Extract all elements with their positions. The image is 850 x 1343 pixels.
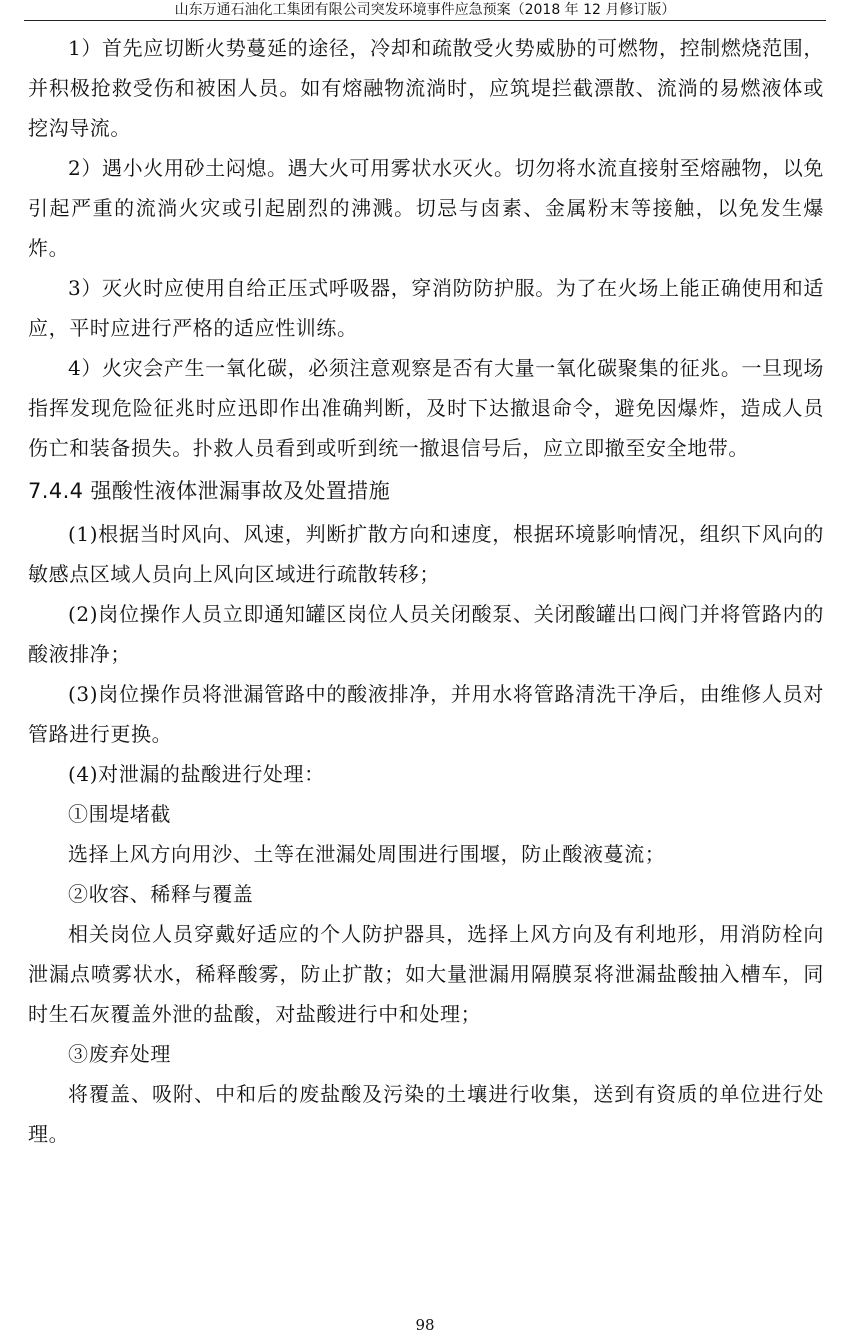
contain-text: 相关岗位人员穿戴好适应的个人防护器具，选择上风方向及有利地形，用消防栓向泄漏点喷雾状水，稀释酸雾，防止扩散；如大量泄漏用隔膜泵将泄漏盐酸抽入槽车，同时生石灰覆盖外泄的盐酸，对盐酸进行中和处理； bbox=[28, 922, 824, 1026]
page-header: 山东万通石油化工集团有限公司突发环境事件应急预案（2018 年 12 月修订版） bbox=[24, 0, 826, 21]
acid-item-1: (1)根据当时风向、风速，判断扩散方向和速度，根据环境影响情况，组织下风向的敏感点区域人员向上风向区域进行疏散转移； bbox=[28, 522, 824, 586]
acid-item-2: (2)岗位操作人员立即通知罐区岗位人员关闭酸泵、关闭酸罐出口阀门并将管路内的酸液排净； bbox=[28, 602, 824, 666]
acid-item-3: (3)岗位操作员将泄漏管路中的酸液排净，并用水将管路清洗干净后，由维修人员对管路进行更换。 bbox=[28, 682, 824, 746]
acid-item-4: (4)对泄漏的盐酸进行处理： bbox=[68, 762, 325, 786]
subheading-dike: ①围堤堵截 bbox=[68, 802, 171, 826]
waste-text: 将覆盖、吸附、中和后的废盐酸及污染的土壤进行收集，送到有资质的单位进行处理。 bbox=[28, 1082, 824, 1146]
fire-item-2: 2）遇小火用砂土闷熄。遇大火可用雾状水灭火。切勿将水流直接射至熔融物，以免引起严重的流淌火灾或引起剧烈的沸溅。切忌与卤素、金属粉末等接触，以免发生爆炸。 bbox=[28, 156, 824, 260]
fire-item-3: 3）灭火时应使用自给正压式呼吸器，穿消防防护服。为了在火场上能正确使用和适应，平时应进行严格的适应性训练。 bbox=[28, 276, 824, 340]
fire-item-4: 4）火灾会产生一氧化碳，必须注意观察是否有大量一氧化碳聚集的征兆。一旦现场指挥发现危险征兆时应迅即作出准确判断，及时下达撤退命令，避免因爆炸，造成人员伤亡和装备损失。扑救人员看到或听到统一撤退信号后，应立即撤至安全地带。 bbox=[28, 356, 824, 460]
section-heading: 7.4.4 强酸性液体泄漏事故及处置措施 bbox=[28, 479, 391, 503]
dike-text: 选择上风方向用沙、土等在泄漏处周围进行围堰，防止酸液蔓流； bbox=[68, 842, 666, 866]
page-number: 98 bbox=[415, 1316, 435, 1334]
fire-item-1: 1）首先应切断火势蔓延的途径，冷却和疏散受火势威胁的可燃物，控制燃烧范围，并积极抢救受伤和被困人员。如有熔融物流淌时，应筑堤拦截漂散、流淌的易燃液体或挖沟导流。 bbox=[28, 36, 824, 140]
subheading-waste: ③废弃处理 bbox=[68, 1042, 171, 1066]
document-body bbox=[28, 28, 824, 1154]
subheading-contain: ②收容、稀释与覆盖 bbox=[68, 882, 254, 906]
